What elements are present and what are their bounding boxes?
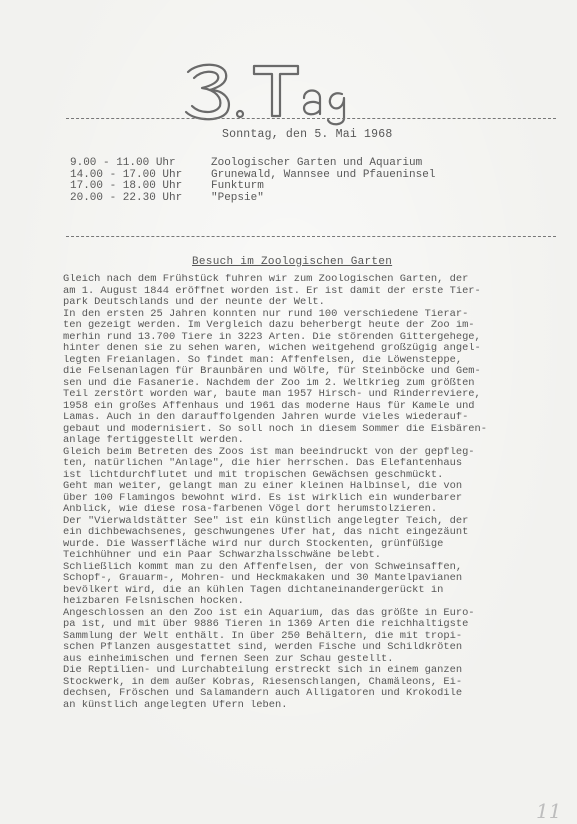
body-line: sen und die Fasanerie. Nachdem der Zoo im 2. Weltkrieg zum größten [63, 377, 475, 389]
body-line: aus einheimischen und fernen Seen zur Schau gestellt. [63, 653, 394, 665]
body-line: Anblick, wie diese rosa-farbenen Vögel dort herumstolzieren. [63, 504, 438, 515]
body-line: Angeschlossen an den Zoo ist ein Aquarium, das das größte in Euro- [63, 607, 475, 619]
body-line: Geht man weiter, gelangt man zu einer kleinen Halbinsel, die von [63, 481, 463, 492]
body-line: Gleich beim Betreten des Zoos ist man beeindruckt von der gepfleg- [63, 446, 475, 458]
body-line: ten, natürlichen "Anlage", die hier herrschen. Das Elefantenhaus [63, 458, 463, 469]
body-line: an künstlich angelegten Ufern leben. [63, 699, 288, 711]
schedule-item [70, 193, 435, 205]
body-line: park Deutschlands und der neunte der Welt. [63, 297, 325, 308]
body-line: schen Pflanzen ausgestattet sind, werden Fische und Schildkröten [63, 642, 463, 653]
body-line: über 100 Flamingos bewohnt wird. Es ist wirklich ein wunderbarer [63, 492, 463, 504]
body-line: heizbaren Felsnischen hocken. [63, 596, 244, 607]
body-line: merhin rund 13.700 Tiere in 3223 Arten. Die störenden Gittergehege, [63, 331, 481, 343]
date-line: Sonntag, den 5. Mai 1968 [222, 128, 393, 141]
divider-bottom [66, 236, 556, 237]
body-line: Sammlung der Welt enthält. In über 250 Behältern, die mit tropi- [63, 630, 463, 642]
body-line: Der "Vierwaldstätter See" ist ein künstlich angelegter Teich, der [63, 515, 469, 527]
body-line: Lamas. Auch in den darauffolgenden Jahren wurde vieles wiederauf- [63, 412, 469, 423]
body-line: gebaut und modernisiert. So soll noch in diesem Sommer die Eisbären- [63, 423, 488, 435]
schedule-event: Grunewald, Wannsee und Pfaueninsel [211, 168, 436, 181]
section-body [63, 274, 563, 711]
schedule-time: 20.00 - 22.30 Uhr [70, 191, 183, 204]
body-line: Die Reptilien- und Lurchabteilung erstreckt sich in einem ganzen [63, 665, 463, 676]
body-line: ten gezeigt werden. Im Vergleich dazu beherbergt heute der Zoo im- [63, 320, 475, 331]
body-line: dechsen, Fröschen und Salamandern auch Alligatoren und Krokodile [63, 688, 463, 699]
body-line: Gleich nach dem Frühstück fuhren wir zum Zoologischen Garten, der [63, 274, 469, 285]
schedule-event: Funkturm [211, 180, 264, 193]
schedule-time: 9.00 - 11.00 Uhr [70, 157, 176, 169]
body-line: Teichhühner und ein Paar Schwarzhalsschwäne belebt. [63, 550, 382, 561]
body-line: ist lichtdurchflutet und mit tropischen Gewächsen geschmückt. [63, 469, 444, 481]
body-line: anlage fertiggestellt werden. [63, 435, 244, 446]
body-line: 1958 ein großes Affenhaus und 1961 das moderne Haus für Kamele und [63, 400, 475, 412]
body-line: Schopf-, Grauarm-, Mohren- und Heckmakaken und 30 Mantelpavianen [63, 573, 463, 584]
body-line: Stockwerk, in dem außer Kobras, Riesenschlangen, Chamäleons, Ei- [63, 676, 463, 688]
schedule-event: Zoologischer Garten und Aquarium [211, 157, 423, 169]
schedule-event: "Pepsie" [211, 191, 264, 204]
schedule-item [70, 158, 435, 170]
body-line: wurde. Die Wasserfläche wird nur durch Stockenten, grünfüßige [63, 538, 444, 550]
body-line: Teil zerstört worden war, baute man 1957 Hirsch- und Rinderreviere, [63, 389, 481, 400]
body-line: legten Freianlagen. So findet man: Affenfelsen, die Löwensteppe, [63, 354, 463, 366]
page-number: 11 [536, 799, 562, 822]
body-line: Schließlich kommt man zu den Affenfelsen, der von Schweinsaffen, [63, 561, 463, 573]
body-line: bevölkert wird, die an kühlen Tagen dichtaneinandergerückt in [63, 584, 444, 596]
schedule-time: 17.00 - 18.00 Uhr [70, 180, 183, 193]
handwritten-page-number [532, 798, 572, 822]
divider-top [66, 118, 556, 119]
body-line: pa ist, und mit über 9886 Tieren in 1369 Arten die reichhaltigste [63, 619, 469, 630]
section-heading: Besuch im Zoologischen Garten [192, 256, 393, 268]
body-line: In den ersten 25 Jahren konnten nur rund 100 verschiedene Tierar- [63, 308, 469, 320]
body-line: hinter denen sie zu sehen waren, wichen weitgehend großzügig angel- [63, 343, 481, 354]
body-line: ein dichbewachsenes, geschwungenes Ufer hat, das nicht eingezäunt [63, 527, 469, 538]
body-line: am 1. August 1844 eröffnet worden ist. Er ist damit der erste Tier- [63, 285, 481, 297]
schedule-list [70, 158, 435, 204]
body-line: die Felsenanlagen für Braunbären und Wölfe, für Steinböcke und Gem- [63, 366, 481, 377]
schedule-time: 14.00 - 17.00 Uhr [70, 168, 183, 181]
